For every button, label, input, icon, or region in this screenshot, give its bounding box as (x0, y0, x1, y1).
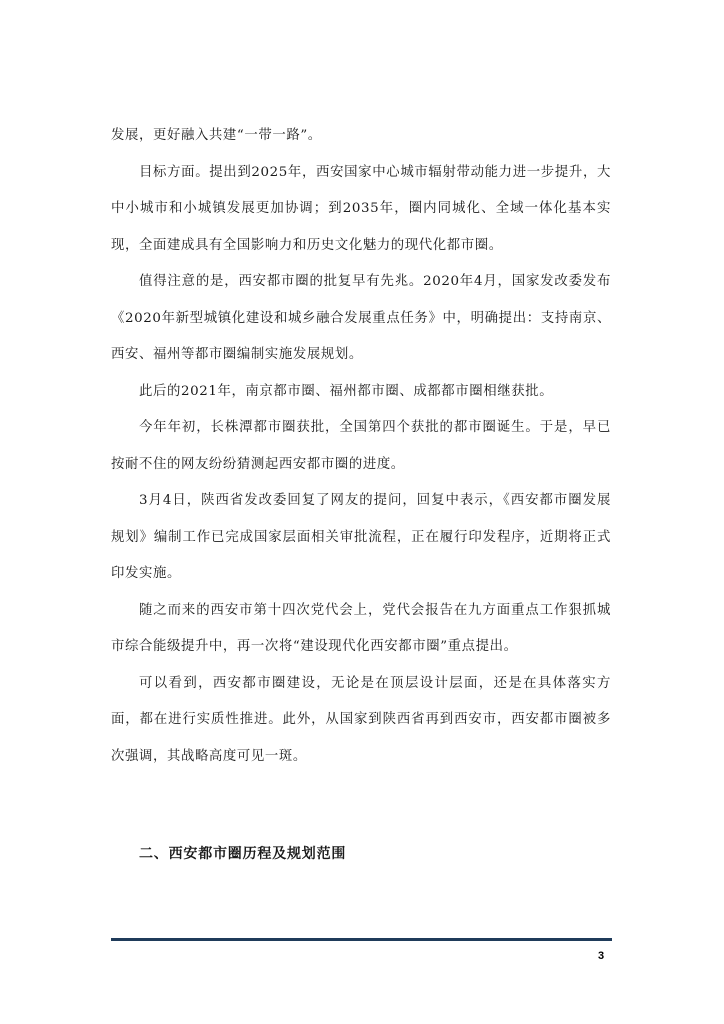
page-number: 3 (598, 950, 605, 962)
paragraph: 值得注意的是，西安都市圈的批复早有先兆。2020年4月，国家发改委发布《2020年新型城镇化建设和城乡融合发展重点任务》中，明确提出：支持南京、西安、福州等都市圈编制实施发展规划。 (111, 274, 611, 362)
paragraph: 随之而来的西安市第十四次党代会上，党代会报告在九方面重点工作狠抓城市综合能级提升中，再一次将“建设现代化西安都市圈”重点提出。 (111, 602, 611, 654)
section-heading: 二、西安都市圈历程及规划范围 (139, 846, 347, 862)
paragraph: 3月4日，陕西省发改委回复了网友的提问，回复中表示，《西安都市圈发展规划》编制工作已完成国家层面相关审批流程，正在履行印发程序，近期将正式印发实施。 (111, 493, 611, 581)
paragraph: 此后的2021年，南京都市圈、福州都市圈、成都都市圈相继获批。 (139, 383, 554, 399)
paragraph: 目标方面。提出到2025年，西安国家中心城市辐射带动能力进一步提升，大中小城市和小城镇发展更加协调；到2035年，圈内同城化、全域一体化基本实现，全面建成具有全国影响力和历史文化魅力的现代化都市圈。 (111, 164, 611, 253)
footer-divider (111, 938, 612, 941)
paragraph: 可以看到，西安都市圈建设，无论是在顶层设计层面，还是在具体落实方面，都在进行实质性推进。此外，从国家到陕西省再到西安市，西安都市圈被多次强调，其战略高度可见一斑。 (111, 675, 611, 764)
body-text (111, 118, 611, 775)
paragraph: 发展，更好融入共建“一带一路”。 (111, 128, 322, 143)
paragraph: 今年年初，长株潭都市圈获批，全国第四个获批的都市圈诞生。于是，早已按耐不住的网友纷纷猜测起西安都市圈的进度。 (111, 420, 611, 472)
